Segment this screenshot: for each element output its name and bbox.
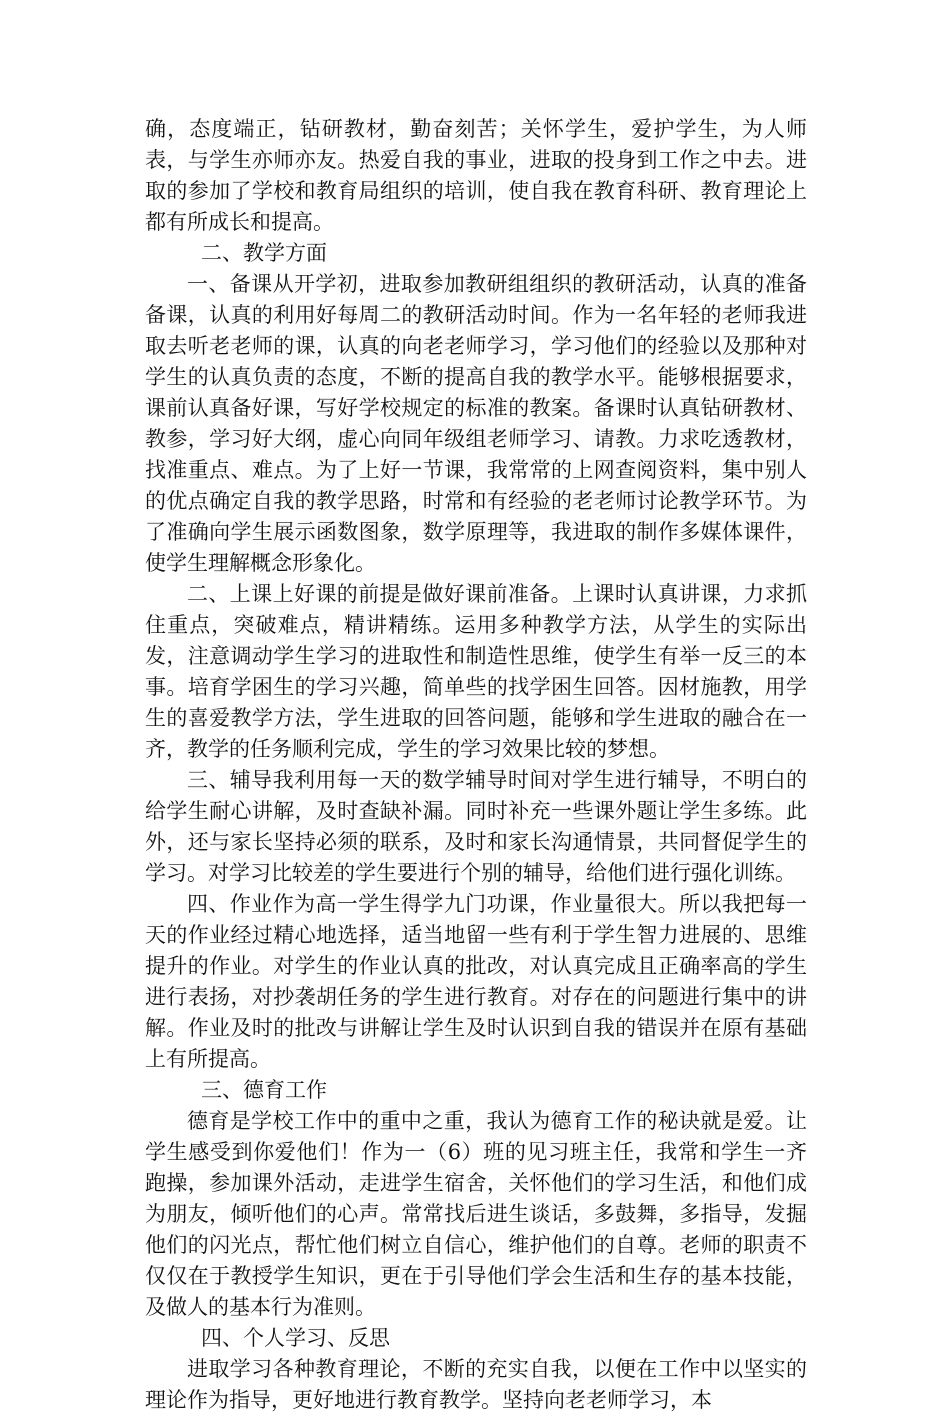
paragraph-homework: 四、作业作为高一学生得学九门功课，作业量很大。所以我把每一天的作业经过精心地选择，适当地留一些有利于学生智力进展的、思维提升的作业。对学生的作业认真的批改，对认真完成且正确率高的学生进行表扬，对抄袭胡任务的学生进行教育。对存在的问题进行集中的讲解。作业及时的批改与讲解让学生及时认识到自我的错误并在原有基础上有所提高。 <box>145 892 807 1071</box>
paragraph-personal-study: 进取学习各种教育理论，不断的充实自我，以便在工作中以坚实的理论作为指导，更好地进行教育教学。坚持向老老师学习，本 <box>145 1357 807 1412</box>
paragraph-moral-education: 德育是学校工作中的重中之重，我认为德育工作的秘诀就是爱。让学生感受到你爱他们！作为一（6）班的见习班主任，我常和学生一齐跑操，参加课外活动，走进学生宿舍，关怀他们的学习生活，和他们成为朋友，倾听他们的心声。常常找后进生谈话，多鼓舞，多指导，发掘他们的闪光点，帮忙他们树立自信心，维护他们的自尊。老师的职责不仅仅在于教授学生知识，更在于引导他们学会生活和生存的基本技能，及做人的基本行为准则。 <box>145 1109 807 1319</box>
section-heading-moral-education: 三、德育工作 <box>201 1078 327 1102</box>
paragraph-tutoring: 三、辅导我利用每一天的数学辅导时间对学生进行辅导，不明白的给学生耐心讲解，及时查缺补漏。同时补充一些课外题让学生多练。此外，还与家长坚持必须的联系，及时和家长沟通情景，共同督促学生的学习。对学习比较差的学生要进行个别的辅导，给他们进行强化训练。 <box>145 768 807 885</box>
paragraph-lesson-prep: 一、备课从开学初，进取参加教研组组织的教研活动，认真的准备备课，认真的利用好每周二的教研活动时间。作为一名年轻的老师我进取去听老老师的课，认真的向老老师学习，学习他们的经验以及那种对学生的认真负责的态度，不断的提高自我的教学水平。能够根据要求，课前认真备好课，写好学校规定的标准的教案。备课时认真钻研教材、教参，学习好大纲，虚心向同年级组老师学习、请教。力求吃透教材，找准重点、难点。为了上好一节课，我常常的上网查阅资料，集中别人的优点确定自我的教学思路，时常和有经验的老老师讨论教学环节。为了准确向学生展示函数图象，数学原理等，我进取的制作多媒体课件，使学生理解概念形象化。 <box>145 272 807 575</box>
section-heading-personal-study: 四、个人学习、反思 <box>201 1326 390 1350</box>
document-page <box>145 114 807 1416</box>
section-heading-teaching: 二、教学方面 <box>201 241 327 265</box>
paragraph-continuation: 确，态度端正，钻研教材，勤奋刻苦；关怀学生，爱护学生，为人师表，与学生亦师亦友。热爱自我的事业，进取的投身到工作之中去。进取的参加了学校和教育局组织的培训，使自我在教育科研、教育理论上都有所成长和提高。 <box>145 117 807 234</box>
paragraph-classroom-teaching: 二、上课上好课的前提是做好课前准备。上课时认真讲课，力求抓住重点，突破难点，精讲精练。运用多种教学方法，从学生的实际出发，注意调动学生学习的进取性和制造性思维，使学生有举一反三的本事。培育学困生的学习兴趣，简单些的找学困生回答。因材施教，用学生的喜爱教学方法，学生进取的回答问题，能够和学生进取的融合在一齐，教学的任务顺利完成，学生的学习效果比较的梦想。 <box>145 582 807 761</box>
